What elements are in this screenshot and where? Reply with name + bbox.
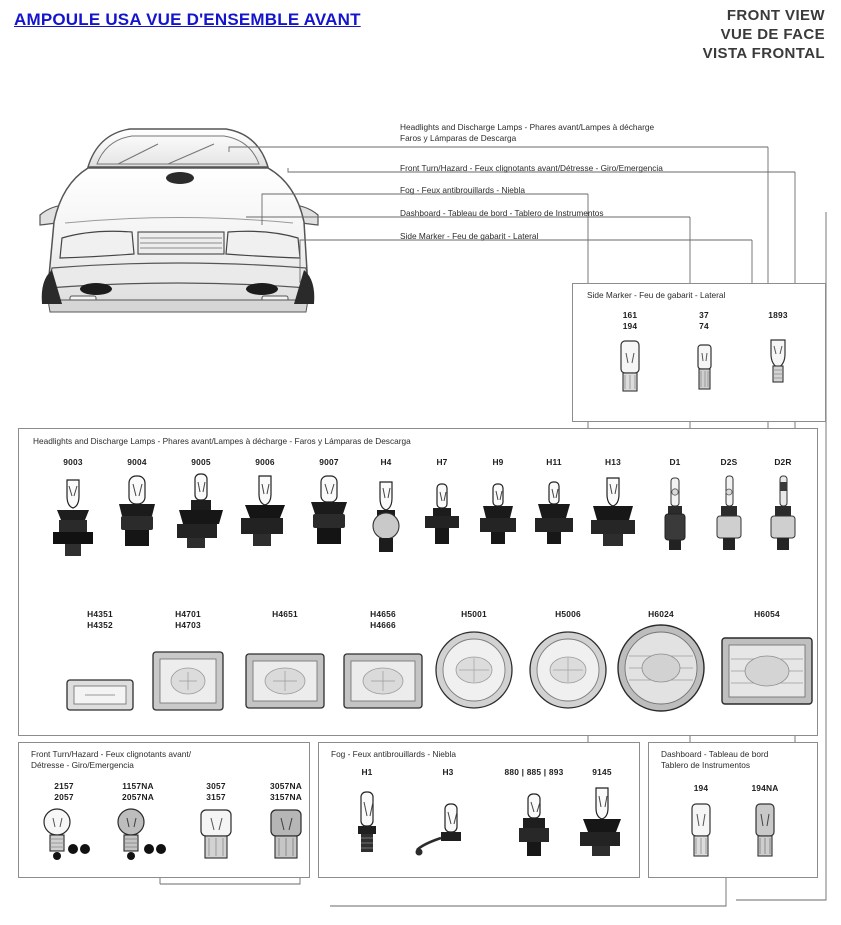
bulb-code: 9003 (63, 457, 83, 467)
callout-front-turn-line-1: Front Turn/Hazard - Feux clignotants avant/Détresse - Giro/Emergencia (400, 163, 663, 173)
bulb-194[interactable] (673, 783, 729, 871)
bulb-9003[interactable] (43, 457, 103, 572)
bulb-161-194[interactable] (597, 310, 663, 402)
bulb-art-hid-d1 (649, 472, 701, 572)
view-label-line-2: VUE DE FACE (720, 26, 825, 43)
bulb-code: H4651 (272, 609, 298, 619)
bulb-art-h9 (471, 472, 525, 572)
bulb-art-wedge-large (597, 335, 663, 402)
callout-fog-line-1: Fog - Feux antibrouillards - Niebla (400, 185, 525, 195)
view-label-line-1: FRONT VIEW (726, 7, 825, 24)
bulb-art-bayonet-double-amber (103, 806, 173, 871)
callout-front-turn (400, 163, 663, 174)
bulb-code: D2S (720, 457, 738, 467)
bulb-code: H6054 (754, 609, 780, 619)
bulb-art-h3 (415, 800, 481, 871)
bulb-h3[interactable] (415, 767, 481, 871)
bulb-code-alt: 2057 (54, 791, 74, 802)
bulb-code: H5001 (461, 609, 487, 619)
panel-side-marker (572, 283, 826, 422)
bulb-code: 194 (693, 783, 709, 793)
bulb-h4656-h4666[interactable] (341, 609, 425, 719)
bulb-code-alt: 2057NA (122, 791, 154, 802)
bulb-code-alt: H4703 (175, 619, 201, 630)
panel-fog-title: Fog - Feux antibrouillards - Niebla (331, 749, 456, 759)
bulb-code: 9145 (592, 767, 612, 777)
bulb-art-sealed-round-big (615, 622, 707, 719)
bulb-code: H6024 (648, 609, 674, 619)
bulb-art-sealed-rect-small (65, 668, 135, 719)
panel-headlights-title: Headlights and Discharge Lamps - Phares avant/Lampes à décharge - Faros y Lámparas de Descarga (33, 436, 411, 446)
bulb-880-885-893[interactable] (495, 767, 573, 867)
bulb-code: H3 (442, 767, 454, 777)
bulb-art-h11 (527, 472, 581, 572)
bulb-code: D1 (669, 457, 681, 467)
panel-front-turn-title-line-1: Front Turn/Hazard - Feux clignotants avant/ (31, 749, 192, 759)
panel-front-turn (18, 742, 310, 878)
bulb-194na[interactable] (737, 783, 793, 871)
bulb-code: H1 (361, 767, 373, 777)
bulb-art-hb1 (107, 472, 167, 572)
callout-headlights-line-2: Faros y Lámparas de Descarga (400, 133, 517, 143)
bulb-code: D2R (774, 457, 792, 467)
panel-fog (318, 742, 640, 878)
bulb-code-alt: 74 (699, 320, 709, 331)
bulb-art-bayonet-mini (745, 336, 811, 397)
bulb-code: 880 | 885 | 893 (504, 767, 564, 777)
bulb-code-alt: 3157 (206, 791, 226, 802)
bulb-h5001[interactable] (431, 609, 517, 717)
bulb-3057na-3157na[interactable] (255, 781, 317, 871)
bulb-h9[interactable] (471, 457, 525, 572)
bulb-code-alt: H4666 (370, 619, 396, 630)
bulb-code: 9005 (191, 457, 211, 467)
bulb-code: H9 (492, 457, 504, 467)
bulb-art-h4 (359, 472, 413, 572)
bulb-code: H4 (380, 457, 392, 467)
bulb-art-9145 (573, 786, 631, 867)
bulb-art-hb4 (235, 472, 295, 572)
bulb-3057-3157[interactable] (185, 781, 247, 871)
callout-headlights-line-1: Headlights and Discharge Lamps - Phares avant/Lampes à décharge (400, 122, 655, 132)
bulb-art-h4-plug (43, 472, 103, 572)
panel-front-turn-title-line-2: Détresse - Giro/Emergencia (31, 760, 134, 770)
callout-side-marker (400, 231, 538, 242)
bulb-art-hb3 (171, 472, 231, 572)
bulb-art-wedge-small (671, 335, 737, 402)
bulb-h11[interactable] (527, 457, 581, 572)
bulb-code: 194NA (751, 783, 779, 793)
bulb-code: 9007 (319, 457, 339, 467)
bulb-h4651[interactable] (243, 609, 327, 719)
bulb-code: 2157 (54, 781, 74, 791)
bulb-art-h7 (415, 472, 469, 572)
bulb-9006[interactable] (235, 457, 295, 572)
bulb-code: 9006 (255, 457, 275, 467)
bulb-code: H4351 (87, 609, 113, 619)
bulb-h6054[interactable] (719, 609, 815, 715)
bulb-d2r[interactable] (757, 457, 809, 572)
bulb-art-sealed-rect-big (719, 634, 815, 715)
callout-fog (400, 185, 525, 196)
bulb-d1[interactable] (649, 457, 701, 572)
bulb-h4701-h4703[interactable] (149, 609, 227, 719)
panel-dashboard-title-line-2: Tablero de Instrumentos (661, 760, 751, 770)
bulb-code-alt: H4352 (87, 619, 113, 630)
bulb-code: H7 (436, 457, 448, 467)
bulb-art-sealed-rect (149, 648, 227, 719)
bulb-h4[interactable] (359, 457, 413, 572)
bulb-art-sealed-rect-wide-2 (341, 648, 425, 719)
bulb-code: H5006 (555, 609, 581, 619)
bulb-art-wedge-large-dash (673, 800, 729, 871)
bulb-9004[interactable] (107, 457, 167, 572)
bulb-h5006[interactable] (525, 609, 611, 717)
bulb-1893[interactable] (745, 310, 811, 397)
bulb-code: 3057 (206, 781, 226, 791)
bulb-h4351-h4352[interactable] (65, 609, 135, 719)
bulb-2157-2057[interactable] (33, 781, 95, 871)
bulb-art-hid-d2s (703, 472, 755, 572)
bulb-code: 3057NA (270, 781, 302, 791)
bulb-h1[interactable] (339, 767, 395, 867)
callout-side-marker-line-1: Side Marker - Feu de gabarit - Lateral (400, 231, 539, 241)
bulb-code: 37 (699, 310, 709, 320)
bulb-art-h13 (585, 472, 641, 572)
bulb-1157na-2057na[interactable] (103, 781, 173, 871)
bulb-code: 9004 (127, 457, 147, 467)
bulb-code: 161 (622, 310, 638, 320)
bulb-9005[interactable] (171, 457, 231, 572)
callout-headlights (400, 122, 654, 144)
bulb-h6024[interactable] (615, 609, 707, 719)
bulb-art-h1 (339, 790, 395, 867)
bulb-art-880 (495, 790, 573, 867)
bulb-9007[interactable] (299, 457, 359, 572)
bulb-37-74[interactable] (671, 310, 737, 402)
bulb-d2s[interactable] (703, 457, 755, 572)
panel-side-marker-title: Side Marker - Feu de gabarit - Lateral (587, 290, 726, 300)
bulb-art-sealed-round-2 (525, 628, 611, 717)
car-front-illustration (18, 72, 368, 322)
bulb-code: H11 (546, 457, 562, 467)
bulb-h7[interactable] (415, 457, 469, 572)
callout-dashboard-line-1: Dashboard - Tableau de bord - Tablero de Instrumentos (400, 208, 604, 218)
bulb-art-wedge-wide-amber (255, 806, 317, 871)
bulb-code: 1893 (768, 310, 788, 320)
page-title: AMPOULE USA VUE D'ENSEMBLE AVANT (14, 10, 361, 29)
bulb-art-sealed-round (431, 628, 517, 717)
panel-dashboard-title-line-1: Dashboard - Tableau de bord (661, 749, 769, 759)
bulb-art-hid-d2r (757, 472, 809, 572)
view-label (703, 6, 825, 63)
panel-headlights (18, 428, 818, 736)
bulb-code: H4656 (370, 609, 396, 619)
bulb-code: H13 (605, 457, 621, 467)
bulb-art-wedge-large-amber-dash (737, 800, 793, 871)
panel-dashboard (648, 742, 818, 878)
bulb-code: H4701 (175, 609, 201, 619)
bulb-code-alt: 3157NA (270, 791, 302, 802)
bulb-art-bayonet-double (33, 806, 95, 871)
bulb-art-hb5 (299, 472, 359, 572)
bulb-code: 1157NA (122, 781, 154, 791)
bulb-9145[interactable] (573, 767, 631, 867)
bulb-h13[interactable] (585, 457, 641, 572)
view-label-line-3: VISTA FRONTAL (702, 45, 825, 62)
callout-dashboard (400, 208, 604, 219)
bulb-art-wedge-wide (185, 806, 247, 871)
bulb-art-sealed-rect-wide (243, 648, 327, 719)
bulb-code-alt: 194 (622, 320, 638, 331)
